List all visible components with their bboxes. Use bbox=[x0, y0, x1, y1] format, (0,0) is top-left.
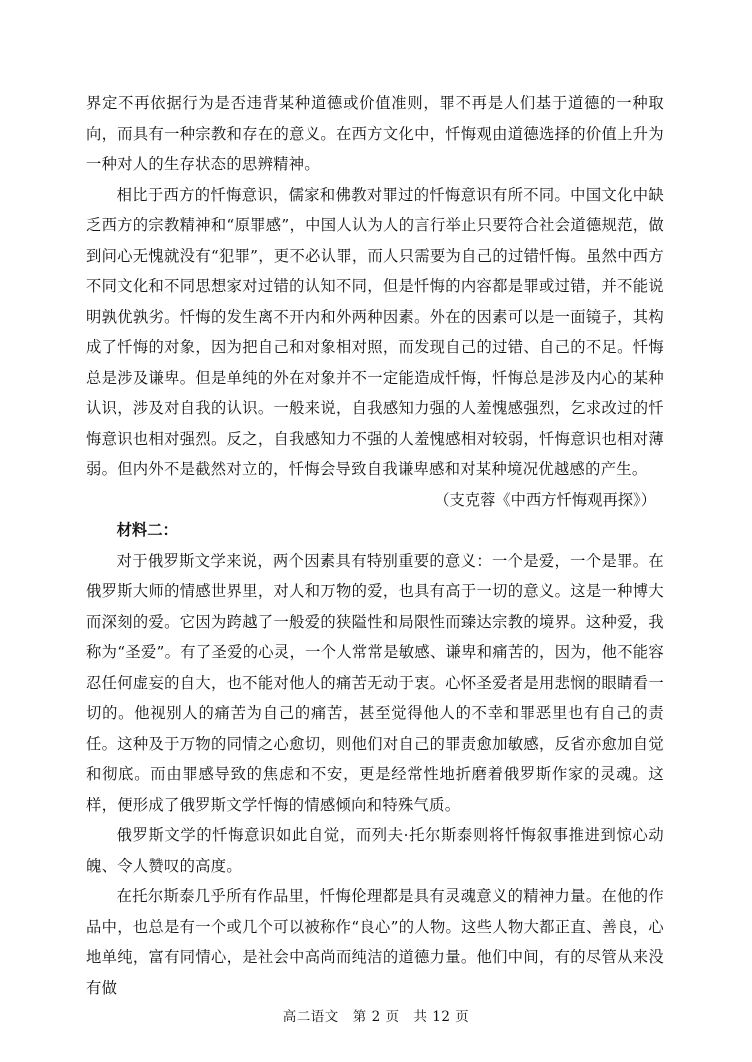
page-footer: 高二语文 第 2 页 共 12 页 bbox=[282, 1009, 470, 1025]
paragraph-5: 在托尔斯泰几乎所有作品里，忏悔伦理都是具有灵魂意义的精神力量。在他的作品中，也总是有一个或几个可以被称作“良心”的人物。这些人物大都正直、善良，心地单纯，富有同情心，是社会中高尚而纯洁的道德力量。他们中间，有的尽管从来没有做 bbox=[86, 887, 664, 997]
section-title: 材料二： bbox=[116, 521, 178, 539]
paragraph-3: 对于俄罗斯文学来说，两个因素具有特别重要的意义：一个是爱，一个是罪。在俄罗斯大师的情感世界里，对人和万物的爱，也具有高于一切的意义。这是一种博大而深刻的爱。它因为跨越了一般爱的狭隘性和局限性而臻达宗教的境界。这种爱，我称为“圣爱”。有了圣爱的心灵，一个人常常是敏感、谦卑和痛苦的，因为，他不能容忍任何虚妄的自大，也不能对他人的痛苦无动于衷。心怀圣爱者是用悲悯的眼睛看一切的。他视别人的痛苦为自己的痛苦，甚至觉得他人的不幸和罪恶里也有自己的责任。这种及于万物的同情之心愈切，则他们对自己的罪责愈加敏感，反省亦愈加自觉和彻底。而由罪感导致的焦虑和不安，更是经常性地折磨着俄罗斯作家的灵魂。这样，便形成了俄罗斯文学忏悔的情感倾向和特殊气质。 bbox=[86, 551, 664, 814]
citation: （支克蓉《中西方忏悔观再探》） bbox=[434, 490, 656, 509]
paragraphs-bottom bbox=[86, 546, 664, 1004]
paragraph-4: 俄罗斯文学的忏悔意识如此自觉，而列夫·托尔斯泰则将忏悔叙事推进到惊心动魄、令人赞叹的高度。 bbox=[86, 826, 664, 875]
paragraph-2: 相比于西方的忏悔意识，儒家和佛教对罪过的忏悔意识有所不同。中国文化中缺乏西方的宗教精神和“原罪感”，中国人认为人的言行举止只要符合社会道德规范，做到问心无愧就没有“犯罪”，更不必认罪，而人只需要为自己的过错忏悔。虽然中西方不同文化和不同思想家对过错的认知不同，但是忏悔的内容都是罪或过错，并不能说明孰优孰劣。忏悔的发生离不开内和外两种因素。外在的因素可以是一面镜子，其构成了忏悔的对象，因为把自己和对象相对照，而发现自己的过错、自己的不足。忏悔总是涉及谦卑。但是单纯的外在对象并不一定能造成忏悔，忏悔总是涉及内心的某种认识，涉及对自我的认识。一般来说，自我感知力强的人羞愧感强烈，乞求改过的忏悔意识也相对强烈。反之，自我感知力不强的人羞愧感相对较弱，忏悔意识也相对薄弱。但内外不是截然对立的，忏悔会导致自我谦卑感和对某种境况优越感的产生。 bbox=[86, 185, 664, 478]
paragraph-1: 界定不再依据行为是否违背某种道德或价值准则，罪不再是人们基于道德的一种取向，而具有一种宗教和存在的意义。在西方文化中，忏悔观由道德选择的价值上升为一种对人的生存状态的思辨精神。 bbox=[86, 94, 664, 173]
paragraphs-top bbox=[86, 88, 664, 485]
